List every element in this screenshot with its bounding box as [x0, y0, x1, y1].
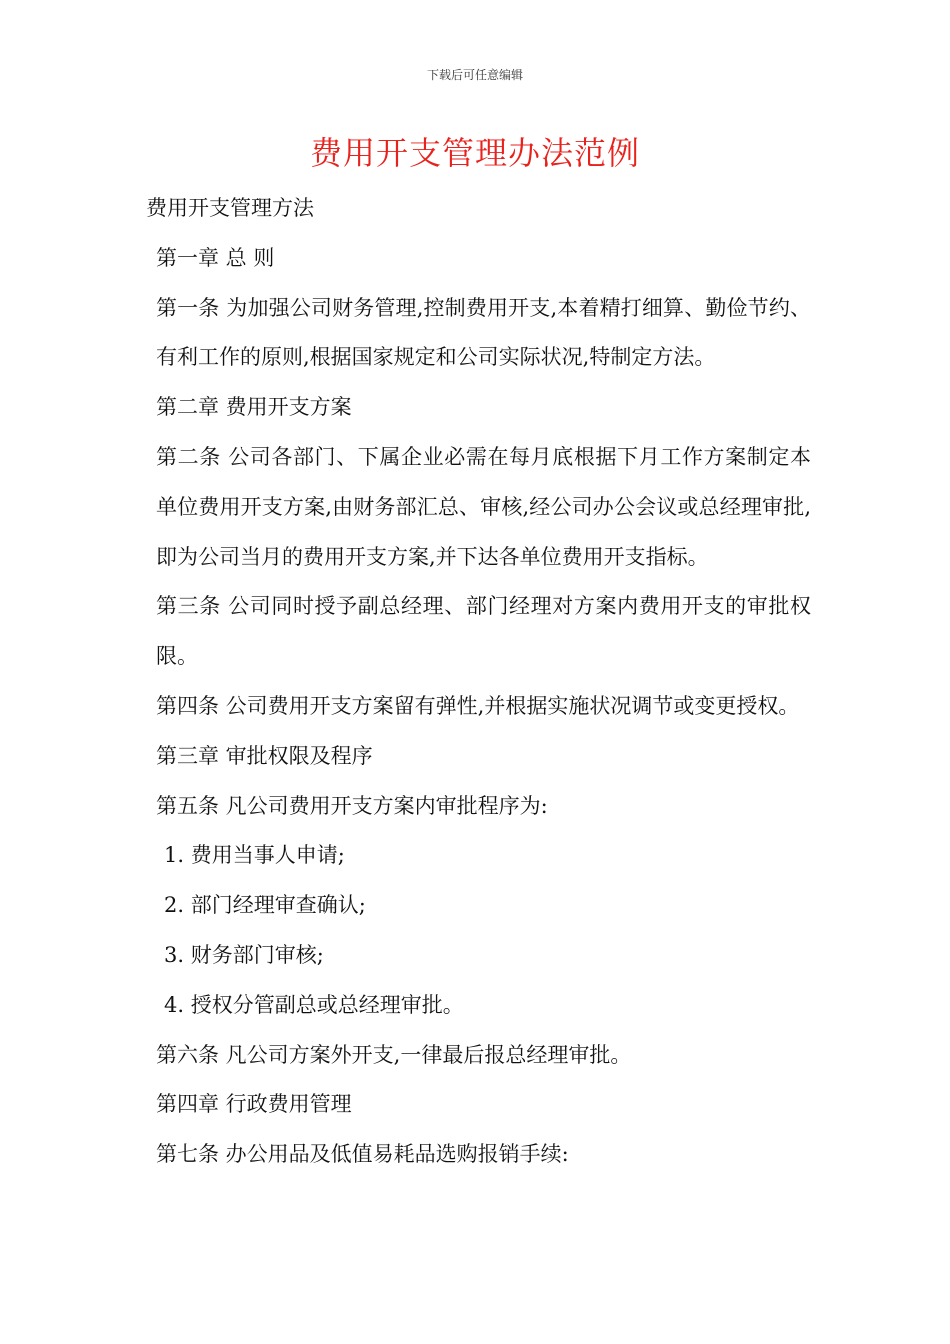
list-item: 1. 费用当事人申请;	[164, 843, 345, 868]
list-item: 2. 部门经理审查确认;	[164, 893, 366, 918]
article-paragraph: 第三条 公司同时授予副总经理、部门经理对方案内费用开支的审批权限。	[156, 594, 811, 669]
article-paragraph: 第六条 凡公司方案外开支,一律最后报总经理审批。	[156, 1042, 632, 1067]
chapter-heading: 第一章 总 则	[156, 245, 275, 270]
article-paragraph: 第七条 办公用品及低值易耗品选购报销手续:	[156, 1142, 569, 1167]
document-body	[146, 184, 811, 1180]
article-paragraph: 第五条 凡公司费用开支方案内审批程序为:	[156, 793, 548, 818]
article-paragraph: 第二条 公司各部门、下属企业必需在每月底根据下月工作方案制定本单位费用开支方案,由财务部汇总、审核,经公司办公会议或总经理审批,即为公司当月的费用开支方案,并下达各单位费用开支指标。	[156, 444, 811, 569]
page-header-note: 下载后可任意编辑	[426, 68, 523, 82]
chapter-heading: 第三章 审批权限及程序	[156, 743, 373, 768]
document-title: 费用开支管理办法范例	[309, 134, 640, 172]
list-item: 4. 授权分管副总或总经理审批。	[164, 992, 464, 1017]
article-paragraph: 第四条 公司费用开支方案留有弹性,并根据实施状况调节或变更授权。	[156, 693, 800, 718]
chapter-heading: 第四章 行政费用管理	[156, 1092, 352, 1117]
article-paragraph: 第一条 为加强公司财务管理,控制费用开支,本着精打细算、勤俭节约、有利工作的原则,根据国家规定和公司实际状况,特制定方法。	[156, 295, 811, 370]
document-subtitle: 费用开支管理方法	[146, 196, 314, 220]
list-item: 3. 财务部门审核;	[164, 942, 324, 967]
chapter-heading: 第二章 费用开支方案	[156, 395, 352, 420]
